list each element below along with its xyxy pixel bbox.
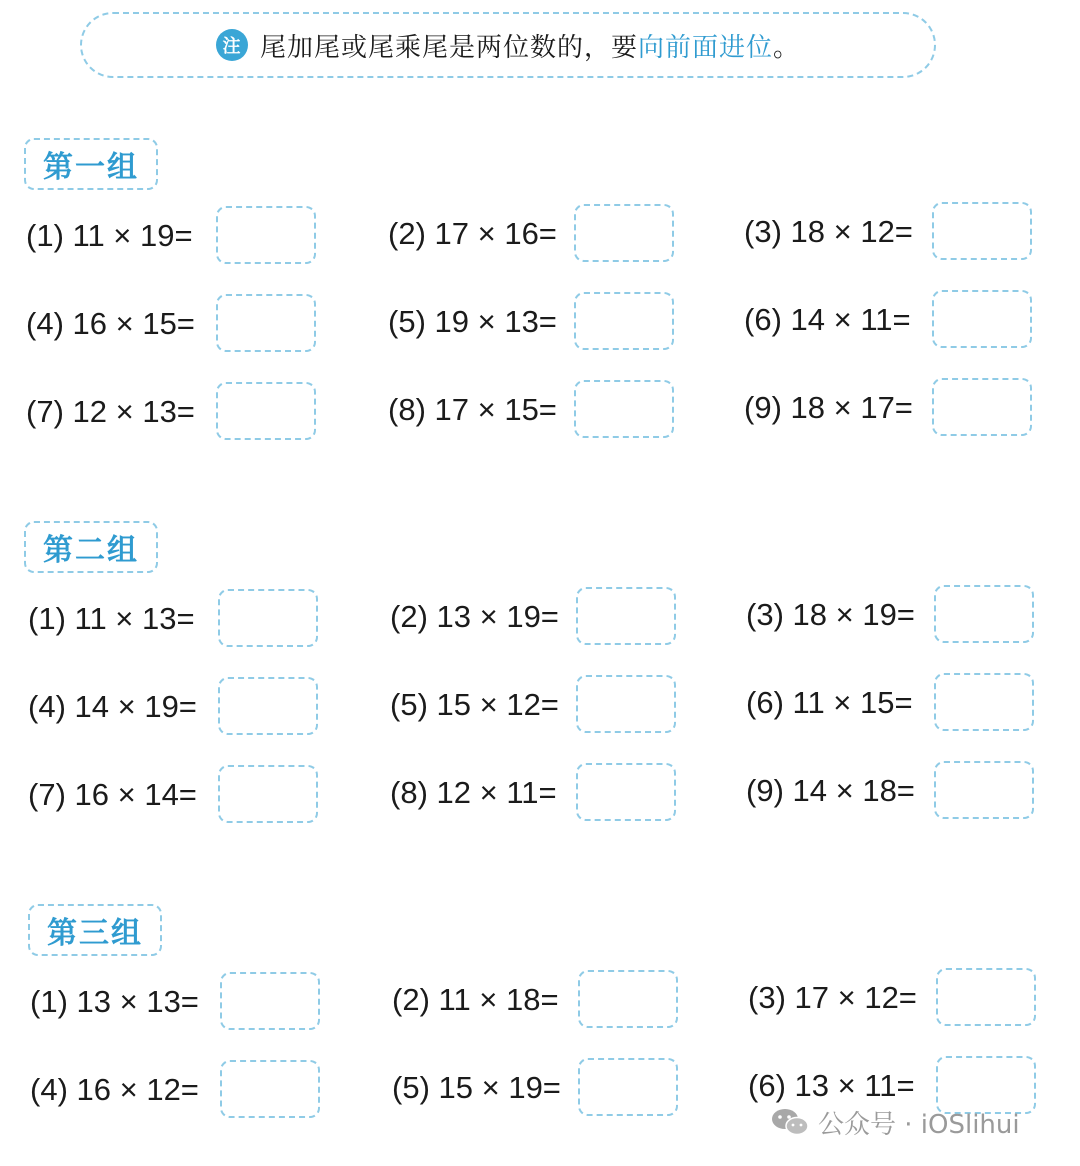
answer-box[interactable] (220, 972, 320, 1030)
answer-box[interactable] (934, 673, 1034, 731)
tip-text: 尾加尾或尾乘尾是两位数的，要 (259, 32, 638, 63)
problem-expression: (1) 11 × 19= (26, 218, 193, 253)
answer-box[interactable] (578, 1058, 678, 1116)
answer-box[interactable] (216, 382, 316, 440)
answer-box[interactable] (576, 587, 676, 645)
problem-expression: (7) 16 × 14= (28, 777, 197, 812)
problem-expression: (6) 14 × 11= (744, 302, 911, 337)
tip-end: 。 (773, 32, 801, 63)
group-2-title: 第二组 (24, 521, 158, 573)
wechat-icon (770, 1107, 810, 1137)
answer-box[interactable] (932, 202, 1032, 260)
problem-expression: (9) 14 × 18= (746, 773, 915, 808)
problem-expression: (5) 15 × 12= (390, 687, 559, 722)
answer-box[interactable] (574, 204, 674, 262)
problem-expression: (7) 12 × 13= (26, 394, 195, 429)
problem-expression: (6) 13 × 11= (748, 1068, 915, 1103)
answer-box[interactable] (574, 380, 674, 438)
problem-expression: (3) 18 × 19= (746, 597, 915, 632)
answer-box[interactable] (934, 585, 1034, 643)
problem-expression: (5) 15 × 19= (392, 1070, 561, 1105)
problem-expression: (4) 14 × 19= (28, 689, 197, 724)
answer-box[interactable] (218, 677, 318, 735)
answer-box[interactable] (932, 378, 1032, 436)
group-3-title: 第三组 (28, 904, 162, 956)
tip-banner (80, 12, 936, 78)
answer-box[interactable] (574, 292, 674, 350)
problem-expression: (8) 17 × 15= (388, 392, 557, 427)
problem-expression: (3) 18 × 12= (744, 214, 913, 249)
problem-expression: (9) 18 × 17= (744, 390, 913, 425)
problem-expression: (2) 13 × 19= (390, 599, 559, 634)
answer-box[interactable] (216, 294, 316, 352)
answer-box[interactable] (576, 675, 676, 733)
problem-expression: (1) 11 × 13= (28, 601, 195, 636)
problem-expression: (6) 11 × 15= (746, 685, 913, 720)
answer-box[interactable] (936, 968, 1036, 1026)
answer-box[interactable] (218, 765, 318, 823)
problem-expression: (2) 11 × 18= (392, 982, 559, 1017)
problem-expression: (2) 17 × 16= (388, 216, 557, 251)
problem-expression: (8) 12 × 11= (390, 775, 557, 810)
problem-expression: (3) 17 × 12= (748, 980, 917, 1015)
answer-box[interactable] (216, 206, 316, 264)
watermark (770, 1102, 1020, 1142)
answer-box[interactable] (576, 763, 676, 821)
group-1-title: 第一组 (24, 138, 158, 190)
problem-expression: (5) 19 × 13= (388, 304, 557, 339)
problem-expression: (4) 16 × 15= (26, 306, 195, 341)
answer-box[interactable] (932, 290, 1032, 348)
answer-box[interactable] (220, 1060, 320, 1118)
problem-expression: (1) 13 × 13= (30, 984, 199, 1019)
watermark-text: 公众号 · iOSlihui (818, 1109, 1020, 1140)
answer-box[interactable] (218, 589, 318, 647)
answer-box[interactable] (578, 970, 678, 1028)
problem-expression: (4) 16 × 12= (30, 1072, 199, 1107)
note-icon: 注 (216, 29, 248, 61)
tip-highlight: 向前面进位 (637, 32, 773, 63)
answer-box[interactable] (934, 761, 1034, 819)
